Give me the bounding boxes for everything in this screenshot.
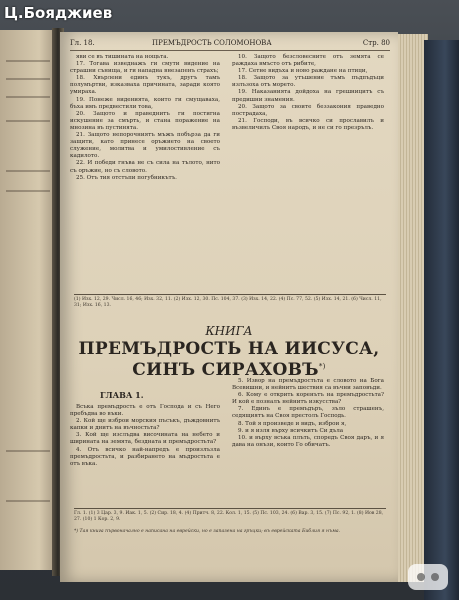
verse: яви се въ тишината на нощьта. bbox=[76, 54, 169, 60]
verse: 5. Извор на премъдростьта е словото на Бога Всевишни, и нейнитъ шествия са въчни заповъди. bbox=[232, 378, 384, 392]
verse: 18. Защото за утъшение тъмъ пъдпъдъци излъзоха отъ морето. bbox=[232, 75, 384, 89]
book-title-line-2: СИНЪ СИРАХОВЪ*) bbox=[132, 360, 326, 380]
verse: 6. Кому е открить коренътъ на премъдростьта? И кой е позналъ нейнитъ изкусства? bbox=[232, 392, 384, 406]
verse: 10. и върху всъка плъть, споредъ Своя даръ, и я дава на онъзи, които Го обичатъ. bbox=[232, 434, 384, 448]
title-note-mark: *) bbox=[318, 362, 326, 371]
top-footnote: (1) Изх. 12, 29. Числ. 16, 46; Изх. 32, 11. (2) Изх. 12, 30. Пс. 104, 37. (3) Изх. 14, 22. (4) Пс. 77, 52. (5) Изх. 14, 21. (6) Числ. 11, 31; Изх. 16, 13. bbox=[74, 297, 382, 308]
verse: 21. Господи, въ всичко си прославилъ и възвеличилъ Своя народъ, и не си го презрълъ. bbox=[232, 117, 384, 131]
verse: 17. Тогава изведнажъ ги смути видение на страшни сънища, и ги нападна внезапенъ страхъ; bbox=[70, 61, 220, 75]
watermark-logo-icon bbox=[402, 556, 454, 596]
verse: 2. Кой ще изброи морския пъсъкъ, дъждовнитъ капки и днитъ на въчностьта? bbox=[70, 418, 220, 432]
top-right-column bbox=[232, 54, 384, 132]
header-center: ПРЕМЪДРОСТЬ СОЛОМОНОВА bbox=[152, 39, 272, 47]
verse: 7. Единъ е премъдъръ, зъло страшенъ, седящиятъ на Своя престолъ Господь. bbox=[232, 406, 384, 420]
book-label: КНИГА bbox=[205, 324, 253, 338]
footnote-rule-bottom bbox=[74, 508, 386, 509]
chapter-heading: ГЛАВА 1. bbox=[100, 390, 144, 400]
verse: 10. Защото безсловесните отъ земята се раждаха вмъсто отъ рибите, bbox=[232, 54, 384, 68]
verse: 9. и я изля върху всичкитъ Си дъла bbox=[238, 427, 344, 434]
book-page bbox=[60, 32, 398, 582]
verse: 3. Кой ще изслъдва височината на небето и ширината на земята, бездната и премъдростьта? bbox=[70, 432, 220, 446]
bottom-note: *) Тая книга първоначално е написана на еврейски, но е запазена на гръцки; въ еврейската Библия я нъма. bbox=[74, 529, 341, 534]
verse: 17. Сетне видъха и ново раждане на птици, bbox=[238, 68, 368, 75]
header-left: Гл. 18. bbox=[70, 39, 95, 47]
verse: 21. Защото непорочниятъ мъжъ побърза да ги защити, като принесе оръжието на своето служение, молитва и умилостивление съ кадилото. bbox=[70, 132, 220, 160]
top-left-column bbox=[70, 54, 220, 182]
bottom-footnote: Гл. 1. (1) 3 Цар. 3, 9. Иак. 1, 5. (2) Сир. 18, 4. (4) Притч. 8, 22. Кол. 1, 15. (5) Пс. 103, 24. (6) Вар. 3, 15. (7) Пс. 92, 1. (8) Иов 28, 27. (10) 1 Кор. 2, 9. bbox=[74, 511, 384, 522]
verse: 8. Той я произведе и видъ, изброи я, bbox=[238, 420, 347, 427]
left-page-edge bbox=[0, 30, 56, 570]
footnote-rule bbox=[74, 294, 386, 295]
watermark-text: Ц.Бояджиев bbox=[4, 4, 113, 22]
book-title-line-1: ПРЕМЪДРОСТЬ НА ИИСУСА, bbox=[78, 339, 380, 359]
verse: 25. Отъ тия отстъпи погубникътъ. bbox=[76, 174, 177, 181]
verse: 19. Понеже виденията, които ги смущаваха, бъха имъ предвестили това, bbox=[70, 96, 220, 110]
verse: 19. Наказанията дойдоха на грешницитъ съ предишни знамения. bbox=[232, 89, 384, 103]
verse: 4. Отъ всичко най-напредъ е произлъзла премъдростьта, и разбирането на мъдростьта е отъ въка. bbox=[70, 446, 220, 467]
running-header bbox=[70, 38, 390, 51]
verse: 22. И победи гнъва не съ сила на тълото, нито съ оръжие, но съ словото. bbox=[70, 160, 220, 174]
bottom-right-column bbox=[232, 378, 384, 449]
verse: 18. Хвърлени единъ тукъ, другъ тамъ полумъртви, изказваха причината, заради която умираха. bbox=[70, 75, 220, 96]
header-right: Стр. 80 bbox=[362, 39, 390, 47]
verse: Всъка премъдрость е отъ Господа и съ Него пребъдва во въки. bbox=[70, 404, 220, 418]
verse: 20. Защото за своите беззакония праведно пострадаха, bbox=[232, 103, 384, 117]
verse: 20. Защото и праведнитъ ги постигна искушение за смърть, и стана поражение на мнозина въ пустинята. bbox=[70, 110, 220, 131]
book-cover bbox=[424, 40, 459, 600]
bottom-left-column bbox=[70, 404, 220, 468]
